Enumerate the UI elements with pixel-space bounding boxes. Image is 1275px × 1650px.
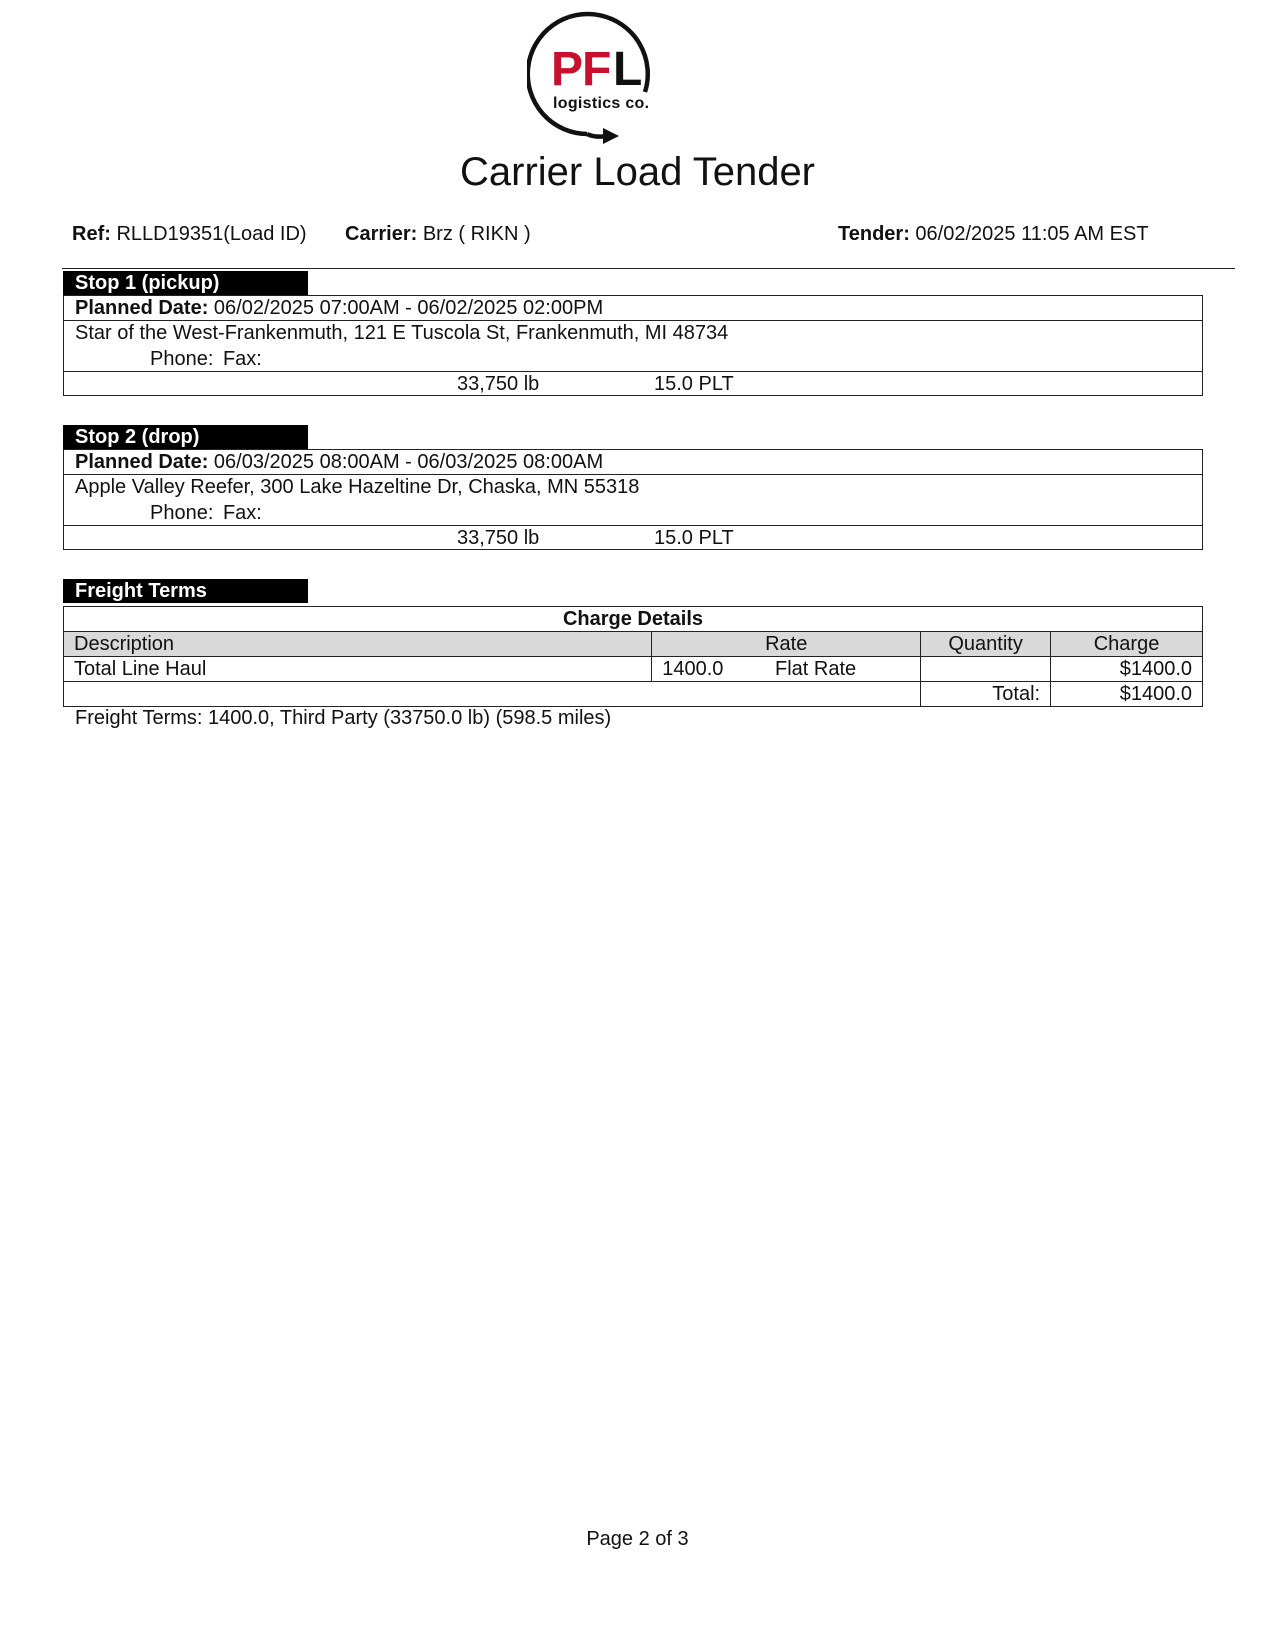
stop-2-heading: Stop 2 (drop) bbox=[63, 425, 308, 449]
line-quantity bbox=[921, 657, 1051, 682]
ref-field bbox=[72, 222, 307, 246]
logo-subtitle: logistics co. bbox=[553, 95, 650, 112]
tender-label: Tender: bbox=[838, 223, 910, 245]
ref-value: RLLD19351(Load ID) bbox=[116, 223, 307, 245]
stop-address: Apple Valley Reefer, 300 Lake Hazeltine Dr, Chaska, MN 55318 bbox=[75, 476, 640, 498]
stop-1-location bbox=[64, 320, 1202, 371]
stop-1-box bbox=[63, 295, 1203, 396]
total-value: $1400.0 bbox=[1051, 682, 1203, 707]
stop-1-section bbox=[63, 271, 1203, 399]
column-header-description: Description bbox=[64, 632, 652, 657]
line-charge: $1400.0 bbox=[1051, 657, 1203, 682]
carrier-label: Carrier: bbox=[345, 223, 418, 245]
tender-field bbox=[838, 222, 1149, 246]
column-header-quantity: Quantity bbox=[921, 632, 1051, 657]
planned-date-value: 06/02/2025 07:00AM - 06/02/2025 02:00PM bbox=[213, 297, 604, 319]
charge-details-title-row bbox=[64, 607, 1203, 632]
logo-brand-red: PF bbox=[551, 43, 611, 96]
stop-address: Star of the West-Frankenmuth, 121 E Tuscola St, Frankenmuth, MI 48734 bbox=[75, 322, 729, 344]
stop-1-quantities bbox=[64, 371, 1202, 395]
fax-label: Fax: bbox=[222, 348, 262, 370]
stop-contact bbox=[64, 501, 1202, 525]
ref-label: Ref: bbox=[72, 223, 111, 245]
stop-2-planned-date bbox=[64, 450, 1202, 474]
column-header-rate: Rate bbox=[652, 632, 921, 657]
phone-label: Phone: bbox=[150, 502, 214, 524]
stop-pallets: 15.0 PLT bbox=[654, 373, 734, 395]
carrier-field bbox=[345, 222, 531, 246]
phone-label: Phone: bbox=[150, 348, 214, 370]
table-row bbox=[64, 657, 1203, 682]
stop-weight: 33,750 lb bbox=[457, 373, 540, 395]
line-rate bbox=[652, 657, 921, 682]
total-spacer bbox=[64, 682, 921, 707]
freight-terms-text: Freight Terms: 1400.0, Third Party (33750.0 lb) (598.5 miles) bbox=[75, 707, 612, 729]
stop-1-heading: Stop 1 (pickup) bbox=[63, 271, 308, 295]
charge-details-title: Charge Details bbox=[64, 607, 1203, 632]
stop-2-box bbox=[63, 449, 1203, 550]
header-divider bbox=[62, 268, 1235, 269]
planned-date-value: 06/03/2025 08:00AM - 06/03/2025 08:00AM bbox=[213, 451, 604, 473]
tender-value: 06/02/2025 11:05 AM EST bbox=[915, 223, 1149, 245]
table-header-row bbox=[64, 632, 1203, 657]
stop-contact bbox=[64, 347, 1202, 371]
planned-date-label: Planned Date: bbox=[75, 297, 209, 319]
stop-2-section bbox=[63, 425, 1203, 553]
stop-2-quantities bbox=[64, 525, 1202, 549]
freight-terms-section bbox=[63, 579, 1203, 609]
total-label: Total: bbox=[921, 682, 1051, 707]
rate-value: 1400.0 bbox=[662, 658, 724, 680]
stop-pallets: 15.0 PLT bbox=[654, 527, 734, 549]
line-description: Total Line Haul bbox=[64, 657, 652, 682]
logo-brand-dark: L bbox=[613, 43, 643, 96]
stop-1-planned-date bbox=[64, 296, 1202, 320]
freight-terms-heading: Freight Terms bbox=[63, 579, 308, 603]
stop-2-location bbox=[64, 474, 1202, 525]
rate-type: Flat Rate bbox=[774, 658, 857, 680]
total-row bbox=[64, 682, 1203, 707]
stop-weight: 33,750 lb bbox=[457, 527, 540, 549]
column-header-charge: Charge bbox=[1051, 632, 1203, 657]
planned-date-label: Planned Date: bbox=[75, 451, 209, 473]
company-logo bbox=[527, 10, 677, 150]
fax-label: Fax: bbox=[222, 502, 262, 524]
page-title: Carrier Load Tender bbox=[459, 150, 816, 194]
charge-details-table bbox=[63, 606, 1203, 707]
page-number: Page 2 of 3 bbox=[586, 1528, 689, 1550]
carrier-value: Brz ( RIKN ) bbox=[422, 223, 531, 245]
